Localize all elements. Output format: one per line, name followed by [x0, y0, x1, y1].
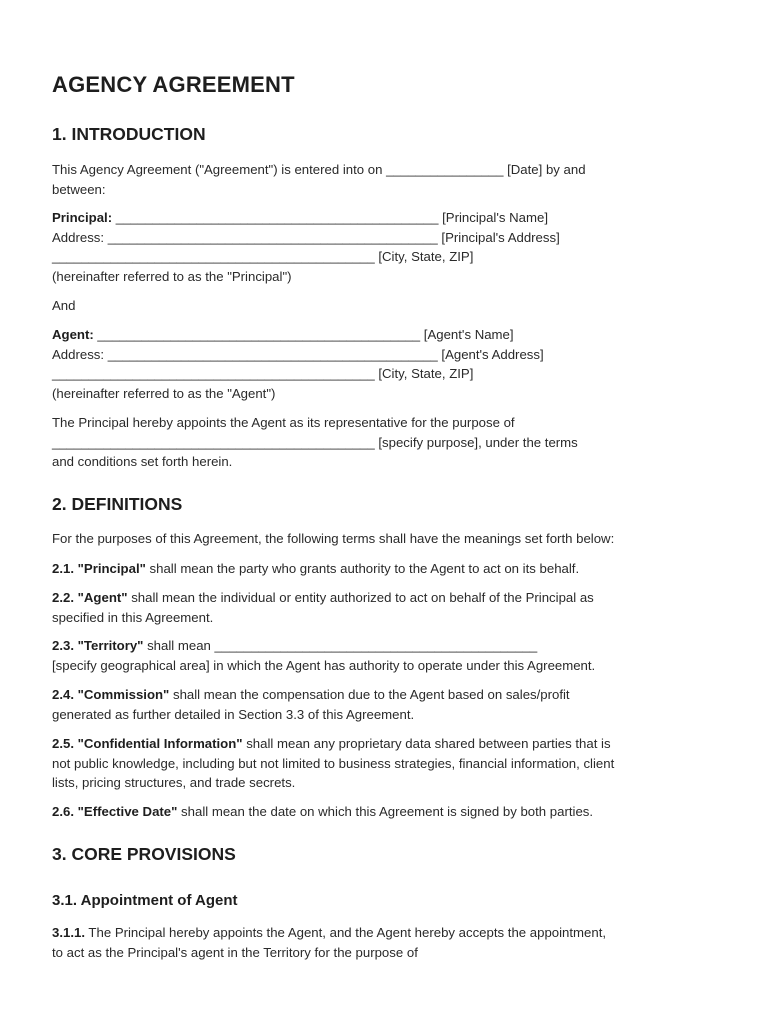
intro-line-1: This Agency Agreement ("Agreement") is entered into on ________________ [Date] by and	[52, 162, 586, 177]
clause-3-1-1	[52, 923, 722, 962]
appointment-line-2: ____________________________________________ [specify purpose], under the terms	[52, 434, 578, 450]
definition-term: 2.2. "Agent"	[52, 590, 128, 605]
agent-name-line	[52, 325, 722, 345]
principal-label: Principal:	[52, 210, 113, 225]
intro-line-2: between:	[52, 181, 106, 197]
definition-text: shall mean the individual or entity authorized to act on behalf of the Principal as	[127, 590, 594, 605]
definition-principal	[52, 559, 722, 579]
definition-text: shall mean the date on which this Agreement is signed by both parties.	[177, 804, 594, 819]
appointment-paragraph	[52, 413, 722, 472]
principal-reference: (hereinafter referred to as the "Principal")	[52, 268, 292, 284]
clause-line	[52, 923, 722, 943]
section-heading-definitions: 2. DEFINITIONS	[52, 494, 183, 514]
agent-label: Agent:	[52, 327, 94, 342]
definition-text: shall mean the compensation due to the Agent based on sales/profit	[169, 687, 570, 702]
section-heading-introduction: 1. INTRODUCTION	[52, 124, 206, 144]
clause-text: The Principal hereby appoints the Agent, and the Agent hereby accepts the appointment,	[85, 925, 607, 940]
definition-term: 2.5. "Confidential Information"	[52, 736, 243, 751]
definition-line: not public knowledge, including but not limited to business strategies, financial information, client	[52, 755, 615, 771]
agent-reference: (hereinafter referred to as the "Agent")	[52, 385, 276, 401]
definition-text: shall mean the party who grants authority to the Agent to act on its behalf.	[145, 561, 580, 576]
and-text: And	[52, 298, 76, 313]
appointment-line-3: and conditions set forth herein.	[52, 454, 233, 469]
intro-paragraph	[52, 160, 722, 199]
agent-address-line: Address: _____________________________________________ [Agent's Address]	[52, 346, 544, 362]
definition-line: generated as further detailed in Section 3.3 of this Agreement.	[52, 706, 415, 722]
definition-confidential-information	[52, 734, 722, 793]
definition-line: specified in this Agreement.	[52, 609, 214, 625]
principal-block	[52, 208, 722, 286]
agent-city-line: ____________________________________________ [City, State, ZIP]	[52, 366, 474, 381]
definition-text: shall mean ____________________________________________	[143, 638, 538, 653]
definition-effective-date	[52, 802, 722, 822]
definition-text: shall mean any proprietary data shared between parties that is	[242, 736, 611, 751]
agent-name-blank: ____________________________________________ [Agent's Name]	[93, 327, 514, 342]
principal-address-line: Address: _____________________________________________ [Principal's Address]	[52, 229, 560, 245]
appointment-line-1: The Principal hereby appoints the Agent as its representative for the purpose of	[52, 415, 515, 430]
definition-term: 2.4. "Commission"	[52, 687, 170, 702]
definition-term: 2.1. "Principal"	[52, 561, 146, 576]
definition-line	[52, 588, 722, 608]
definitions-intro: For the purposes of this Agreement, the following terms shall have the meanings set forth below:	[52, 531, 615, 546]
definition-line	[52, 734, 722, 754]
clause-number: 3.1.1.	[52, 925, 85, 940]
principal-city-line: ____________________________________________ [City, State, ZIP]	[52, 249, 474, 264]
definition-line: [specify geographical area] in which the Agent has authority to operate under this Agreement.	[52, 657, 596, 673]
definition-commission	[52, 685, 722, 724]
clause-line: to act as the Principal's agent in the Territory for the purpose of	[52, 944, 418, 960]
principal-name-blank: ____________________________________________ [Principal's Name]	[112, 210, 548, 225]
definition-agent	[52, 588, 722, 627]
definition-line	[52, 685, 722, 705]
section-heading-core-provisions: 3. CORE PROVISIONS	[52, 844, 236, 864]
definition-term: 2.6. "Effective Date"	[52, 804, 178, 819]
definition-line	[52, 636, 722, 656]
definition-term: 2.3. "Territory"	[52, 638, 144, 653]
subsection-heading-appointment: 3.1. Appointment of Agent	[52, 892, 238, 909]
definition-territory	[52, 636, 722, 675]
agent-block	[52, 325, 722, 403]
definition-line: lists, pricing structures, and trade secrets.	[52, 775, 296, 790]
document-title: AGENCY AGREEMENT	[52, 72, 295, 97]
principal-name-line	[52, 208, 722, 228]
